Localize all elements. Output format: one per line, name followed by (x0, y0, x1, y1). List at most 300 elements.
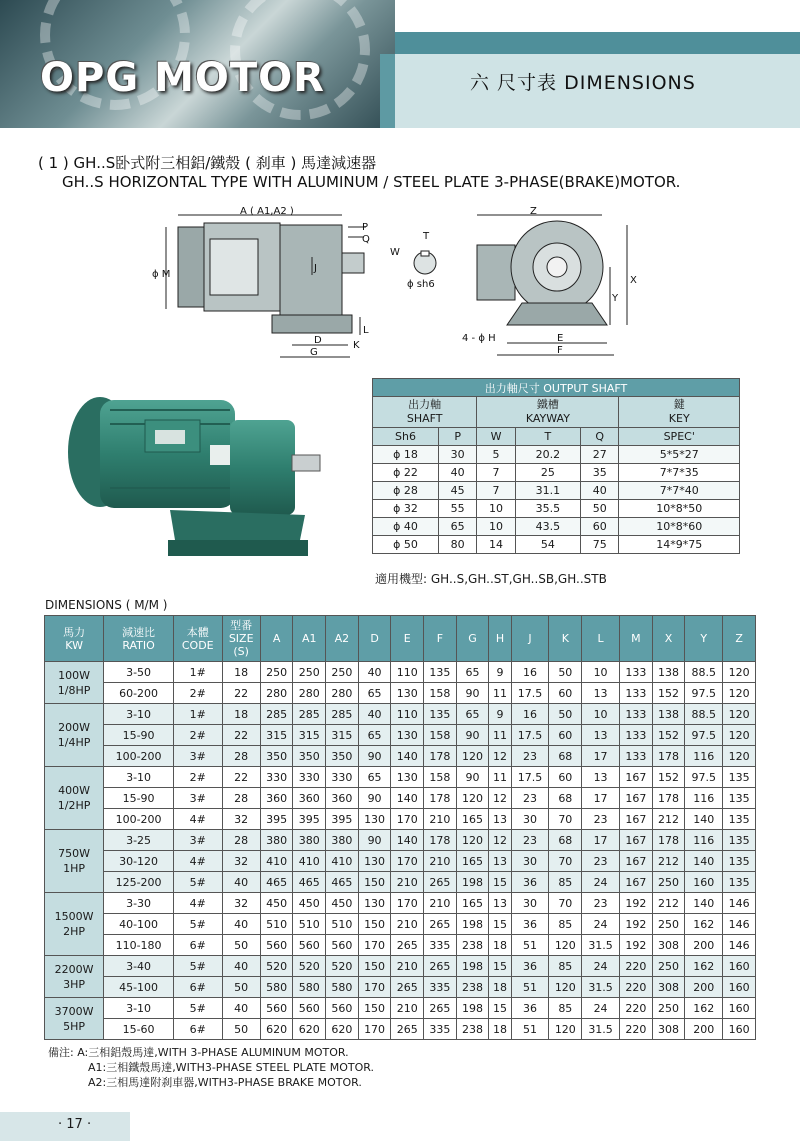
notes (48, 1045, 374, 1090)
dims-cell: 167 (620, 809, 653, 830)
shaft-col-header: P (438, 428, 476, 446)
shaft-cell: ϕ 50 (373, 536, 439, 554)
dims-cell: 170 (358, 1019, 391, 1040)
dims-cell: 5# (173, 914, 222, 935)
dims-cell: 380 (260, 830, 293, 851)
shaft-col-header: SPEC' (619, 428, 740, 446)
shaft-cell: 43.5 (515, 518, 580, 536)
dims-cell: 620 (326, 1019, 359, 1040)
dims-cell: 18 (489, 1019, 511, 1040)
dims-col-header: H (489, 616, 511, 662)
dims-row (45, 746, 756, 767)
dims-cell: 350 (326, 746, 359, 767)
dims-cell: 560 (293, 935, 326, 956)
note-a1: A1:三相鐵殼馬達,WITH3-PHASE STEEL PLATE MOTOR. (88, 1061, 375, 1074)
dims-cell: 250 (293, 662, 326, 683)
shaft-cell: 10*8*50 (619, 500, 740, 518)
dims-cell: 158 (424, 725, 457, 746)
dims-cell: 280 (326, 683, 359, 704)
dims-cell: 210 (424, 809, 457, 830)
dim-label-a: A ( A1,A2 ) (240, 206, 294, 217)
dims-cell: 350 (260, 746, 293, 767)
dims-cell: 5# (173, 956, 222, 977)
dims-cell: 380 (293, 830, 326, 851)
shaft-cell: 7*7*35 (619, 464, 740, 482)
shaft-cell: 31.1 (515, 482, 580, 500)
dims-cell: 15 (489, 956, 511, 977)
motor-product-photo (60, 390, 330, 570)
dims-cell: 28 (222, 746, 260, 767)
dims-cell: 120 (723, 683, 756, 704)
dims-cell: 158 (424, 767, 457, 788)
dims-row (45, 704, 756, 725)
kw-cell: 100W 1/8HP (45, 662, 104, 704)
dims-cell: 315 (293, 725, 326, 746)
applicable-models: 適用機型: GH..S,GH..ST,GH..SB,GH..STB (375, 572, 607, 586)
shaft-cell: ϕ 32 (373, 500, 439, 518)
dims-row (45, 662, 756, 683)
dims-col-header: G (456, 616, 489, 662)
dims-cell: 130 (358, 893, 391, 914)
kw-cell: 200W 1/4HP (45, 704, 104, 767)
dims-cell: 2# (173, 767, 222, 788)
dims-cell: 120 (723, 662, 756, 683)
dims-cell: 85 (549, 998, 582, 1019)
dims-cell: 6# (173, 977, 222, 998)
dims-cell: 130 (391, 725, 424, 746)
shaft-cell: 80 (438, 536, 476, 554)
shaft-cell: 35 (581, 464, 619, 482)
dims-cell: 68 (549, 788, 582, 809)
dim-label-p: P (362, 222, 369, 233)
shaft-cell: 65 (438, 518, 476, 536)
kw-cell: 3700W 5HP (45, 998, 104, 1040)
shaft-row (373, 518, 740, 536)
dims-cell: 146 (723, 914, 756, 935)
dim-label-w: W (390, 247, 400, 258)
dims-cell: 12 (489, 788, 511, 809)
dims-cell: 410 (326, 851, 359, 872)
dims-cell: 11 (489, 767, 511, 788)
note-a2: A2:三相馬達附刹車器,WITH3-PHASE BRAKE MOTOR. (88, 1076, 362, 1089)
dims-cell: 45-100 (104, 977, 174, 998)
dims-cell: 68 (549, 830, 582, 851)
dims-cell: 220 (620, 998, 653, 1019)
dims-cell: 17 (582, 788, 620, 809)
dims-cell: 1# (173, 704, 222, 725)
dims-cell: 17 (582, 746, 620, 767)
dims-col-header: E (391, 616, 424, 662)
dims-cell: 130 (391, 683, 424, 704)
dims-cell: 50 (222, 1019, 260, 1040)
dims-cell: 3-10 (104, 704, 174, 725)
dims-cell: 12 (489, 746, 511, 767)
dims-cell: 15-90 (104, 788, 174, 809)
dims-col-header: 型番 SIZE (S) (222, 616, 260, 662)
dims-cell: 560 (260, 935, 293, 956)
dims-cell: 238 (456, 1019, 489, 1040)
dims-cell: 315 (326, 725, 359, 746)
shaft-cell: 75 (581, 536, 619, 554)
dims-cell: 18 (489, 977, 511, 998)
dims-cell: 285 (260, 704, 293, 725)
shaft-row (373, 446, 740, 464)
dims-cell: 465 (293, 872, 326, 893)
dims-cell: 15-90 (104, 725, 174, 746)
dims-cell: 133 (620, 725, 653, 746)
dims-cell: 220 (620, 1019, 653, 1040)
dims-cell: 120 (549, 1019, 582, 1040)
dimensions-table (44, 615, 756, 1040)
kw-cell: 750W 1HP (45, 830, 104, 893)
dims-cell: 450 (326, 893, 359, 914)
kw-cell: 2200W 3HP (45, 956, 104, 998)
dims-cell: 125-200 (104, 872, 174, 893)
dims-cell: 465 (326, 872, 359, 893)
shaft-cell: 5 (477, 446, 515, 464)
dims-cell: 133 (620, 746, 653, 767)
dims-cell: 17.5 (511, 725, 549, 746)
dims-cell: 5# (173, 998, 222, 1019)
dims-cell: 135 (723, 851, 756, 872)
dims-cell: 23 (511, 788, 549, 809)
dims-cell: 167 (620, 788, 653, 809)
dims-cell: 133 (620, 662, 653, 683)
dims-cell: 13 (582, 725, 620, 746)
dims-cell: 18 (222, 704, 260, 725)
dims-cell: 265 (391, 977, 424, 998)
dims-row (45, 935, 756, 956)
dims-cell: 9 (489, 704, 511, 725)
dims-cell: 32 (222, 851, 260, 872)
dim-label-d: D (314, 335, 322, 346)
dims-cell: 265 (424, 956, 457, 977)
dims-cell: 3-40 (104, 956, 174, 977)
dims-cell: 580 (293, 977, 326, 998)
dims-cell: 165 (456, 893, 489, 914)
shaft-row (373, 536, 740, 554)
dims-cell: 465 (260, 872, 293, 893)
shaft-col-header: Sh6 (373, 428, 439, 446)
dims-cell: 90 (358, 746, 391, 767)
dims-cell: 510 (326, 914, 359, 935)
dims-cell: 17 (582, 830, 620, 851)
dims-cell: 3# (173, 788, 222, 809)
shaft-cell: ϕ 28 (373, 482, 439, 500)
dims-cell: 238 (456, 935, 489, 956)
dims-cell: 250 (652, 872, 685, 893)
dims-cell: 23 (511, 830, 549, 851)
dims-cell: 135 (424, 662, 457, 683)
dims-cell: 178 (424, 746, 457, 767)
dims-cell: 15 (489, 914, 511, 935)
dims-col-header: A1 (293, 616, 326, 662)
dims-col-header: A2 (326, 616, 359, 662)
dims-cell: 395 (326, 809, 359, 830)
dims-cell: 15 (489, 872, 511, 893)
dims-cell: 36 (511, 998, 549, 1019)
shaft-cell: 7 (477, 464, 515, 482)
dims-cell: 3-30 (104, 893, 174, 914)
dims-cell: 22 (222, 725, 260, 746)
dims-cell: 11 (489, 725, 511, 746)
dims-cell: 335 (424, 977, 457, 998)
dims-cell: 31.5 (582, 977, 620, 998)
dims-cell: 31.5 (582, 1019, 620, 1040)
dims-cell: 212 (652, 893, 685, 914)
shaft-cell: 27 (581, 446, 619, 464)
kw-cell: 400W 1/2HP (45, 767, 104, 830)
output-shaft-table (372, 378, 740, 554)
header-accent-strip (380, 54, 395, 128)
dims-cell: 23 (511, 746, 549, 767)
dims-cell: 60 (549, 683, 582, 704)
shaft-cell: 10 (477, 500, 515, 518)
shaft-cell: 20.2 (515, 446, 580, 464)
dims-cell: 135 (723, 830, 756, 851)
dims-cell: 120 (549, 935, 582, 956)
dims-col-header: Y (685, 616, 723, 662)
shaft-cell: ϕ 22 (373, 464, 439, 482)
shaft-cell: 14*9*75 (619, 536, 740, 554)
dims-cell: 4# (173, 851, 222, 872)
dims-cell: 65 (358, 725, 391, 746)
dims-cell: 3-10 (104, 767, 174, 788)
dims-cell: 265 (424, 872, 457, 893)
dims-cell: 120 (723, 704, 756, 725)
shaft-detail-drawing (385, 225, 445, 295)
dims-cell: 70 (549, 809, 582, 830)
dim-label-e: E (557, 333, 564, 344)
dims-cell: 265 (424, 914, 457, 935)
dims-cell: 116 (685, 746, 723, 767)
dims-cell: 88.5 (685, 704, 723, 725)
dims-cell: 90 (456, 767, 489, 788)
dims-cell: 90 (358, 788, 391, 809)
shaft-cell: 7*7*40 (619, 482, 740, 500)
header-top-band (395, 32, 800, 54)
dims-cell: 360 (293, 788, 326, 809)
dims-cell: 162 (685, 914, 723, 935)
section-subtitle: 六 尺寸表 DIMENSIONS (470, 72, 696, 94)
dims-cell: 24 (582, 998, 620, 1019)
dims-cell: 178 (652, 788, 685, 809)
dims-col-header: D (358, 616, 391, 662)
dims-cell: 24 (582, 872, 620, 893)
dims-cell: 97.5 (685, 725, 723, 746)
dims-cell: 140 (391, 746, 424, 767)
brand-title: OPG MOTOR (40, 55, 325, 101)
shaft-cell: ϕ 40 (373, 518, 439, 536)
shaft-cell: 45 (438, 482, 476, 500)
dims-cell: 30 (511, 851, 549, 872)
dim-label-g: G (310, 347, 318, 358)
dims-cell: 23 (582, 851, 620, 872)
dims-cell: 97.5 (685, 767, 723, 788)
shaft-cell: 10*8*60 (619, 518, 740, 536)
shaft-cell: 50 (581, 500, 619, 518)
dims-cell: 40 (222, 998, 260, 1019)
dims-cell: 10 (582, 704, 620, 725)
shaft-col-header: T (515, 428, 580, 446)
dims-cell: 10 (582, 662, 620, 683)
dims-cell: 198 (456, 914, 489, 935)
shaft-cell: 14 (477, 536, 515, 554)
dims-cell: 65 (456, 662, 489, 683)
dims-cell: 410 (260, 851, 293, 872)
dims-cell: 140 (685, 809, 723, 830)
dims-cell: 70 (549, 851, 582, 872)
dims-cell: 30 (511, 893, 549, 914)
dims-cell: 50 (222, 935, 260, 956)
dims-col-header: K (549, 616, 582, 662)
dims-cell: 250 (652, 956, 685, 977)
dims-cell: 120 (723, 725, 756, 746)
dims-cell: 308 (652, 935, 685, 956)
shaft-col-header: W (477, 428, 515, 446)
dims-cell: 192 (620, 935, 653, 956)
dims-cell: 200 (685, 977, 723, 998)
dims-cell: 395 (260, 809, 293, 830)
dims-cell: 350 (293, 746, 326, 767)
dims-cell: 110-180 (104, 935, 174, 956)
dims-cell: 167 (620, 830, 653, 851)
dims-cell: 135 (723, 767, 756, 788)
dims-cell: 13 (489, 893, 511, 914)
shaft-col-header: Q (581, 428, 619, 446)
dims-cell: 15 (489, 998, 511, 1019)
shaft-cell: 40 (581, 482, 619, 500)
dims-cell: 395 (293, 809, 326, 830)
kayway-group-header: 鐵槽 KAYWAY (477, 397, 619, 428)
dims-cell: 150 (358, 914, 391, 935)
dimensions-label: DIMENSIONS ( M/M ) (45, 598, 168, 612)
dims-cell: 620 (260, 1019, 293, 1040)
dims-cell: 60 (549, 725, 582, 746)
dims-cell: 580 (326, 977, 359, 998)
dims-cell: 212 (652, 851, 685, 872)
dims-cell: 150 (358, 956, 391, 977)
dims-cell: 520 (326, 956, 359, 977)
dims-cell: 13 (489, 809, 511, 830)
dims-row (45, 725, 756, 746)
dims-cell: 120 (456, 830, 489, 851)
dims-cell: 560 (293, 998, 326, 1019)
shaft-table-caption: 出力軸尺寸 OUTPUT SHAFT (373, 379, 740, 397)
dims-cell: 265 (391, 935, 424, 956)
dims-cell: 170 (391, 851, 424, 872)
shaft-cell: 30 (438, 446, 476, 464)
side-view-drawing (150, 205, 390, 365)
dims-cell: 200 (685, 1019, 723, 1040)
dims-cell: 135 (723, 872, 756, 893)
dims-cell: 116 (685, 788, 723, 809)
dims-col-header: M (620, 616, 653, 662)
dims-col-header: 減速比 RATIO (104, 616, 174, 662)
dims-cell: 12 (489, 830, 511, 851)
dims-cell: 50 (549, 704, 582, 725)
dims-cell: 140 (391, 830, 424, 851)
dims-cell: 51 (511, 935, 549, 956)
dims-cell: 50 (549, 662, 582, 683)
dims-col-header: J (511, 616, 549, 662)
shaft-group-header: 出力軸 SHAFT (373, 397, 477, 428)
dims-cell: 11 (489, 683, 511, 704)
dims-cell: 36 (511, 872, 549, 893)
dims-cell: 250 (326, 662, 359, 683)
dims-row (45, 977, 756, 998)
dims-cell: 560 (326, 998, 359, 1019)
dims-cell: 160 (723, 977, 756, 998)
dims-cell: 100-200 (104, 809, 174, 830)
dims-cell: 152 (652, 767, 685, 788)
dims-cell: 210 (391, 998, 424, 1019)
dims-cell: 335 (424, 1019, 457, 1040)
dims-cell: 130 (358, 809, 391, 830)
dims-cell: 200 (685, 935, 723, 956)
dim-label-j: J (314, 263, 317, 274)
dims-cell: 285 (293, 704, 326, 725)
dims-cell: 32 (222, 809, 260, 830)
dims-cell: 23 (582, 809, 620, 830)
dims-cell: 520 (293, 956, 326, 977)
shaft-cell: 5*5*27 (619, 446, 740, 464)
dims-cell: 520 (260, 956, 293, 977)
dims-row (45, 683, 756, 704)
dims-cell: 210 (391, 914, 424, 935)
note-a: 備注: A:三相鋁殼馬達,WITH 3-PHASE ALUMINUM MOTOR. (48, 1046, 349, 1059)
dims-cell: 265 (424, 998, 457, 1019)
dims-cell: 13 (489, 851, 511, 872)
dims-cell: 210 (424, 851, 457, 872)
dims-cell: 22 (222, 767, 260, 788)
dims-cell: 152 (652, 725, 685, 746)
dims-row (45, 893, 756, 914)
dims-cell: 90 (358, 830, 391, 851)
dims-cell: 116 (685, 830, 723, 851)
dims-cell: 150 (358, 998, 391, 1019)
dims-cell: 212 (652, 809, 685, 830)
section-title-cn: ( 1 ) GH..S卧式附三相鋁/鐵殼 ( 刹車 ) 馬達減速器 (38, 154, 377, 172)
dims-cell: 51 (511, 977, 549, 998)
dims-cell: 1# (173, 662, 222, 683)
dims-col-header: 本體 CODE (173, 616, 222, 662)
dims-cell: 210 (391, 956, 424, 977)
dims-cell: 13 (582, 683, 620, 704)
shaft-cell: 25 (515, 464, 580, 482)
dims-cell: 16 (511, 704, 549, 725)
dims-cell: 51 (511, 1019, 549, 1040)
dims-cell: 160 (723, 956, 756, 977)
dims-cell: 250 (652, 914, 685, 935)
dims-cell: 410 (293, 851, 326, 872)
dims-cell: 510 (293, 914, 326, 935)
dims-cell: 360 (260, 788, 293, 809)
dims-cell: 152 (652, 683, 685, 704)
dims-cell: 110 (391, 704, 424, 725)
dims-col-header: X (652, 616, 685, 662)
dims-cell: 150 (358, 872, 391, 893)
dims-cell: 40 (222, 914, 260, 935)
dims-cell: 450 (260, 893, 293, 914)
dims-cell: 135 (424, 704, 457, 725)
dims-cell: 85 (549, 956, 582, 977)
dims-col-header: 馬力 KW (45, 616, 104, 662)
shaft-cell: 55 (438, 500, 476, 518)
dims-cell: 85 (549, 872, 582, 893)
dims-cell: 17.5 (511, 767, 549, 788)
dims-cell: 36 (511, 914, 549, 935)
